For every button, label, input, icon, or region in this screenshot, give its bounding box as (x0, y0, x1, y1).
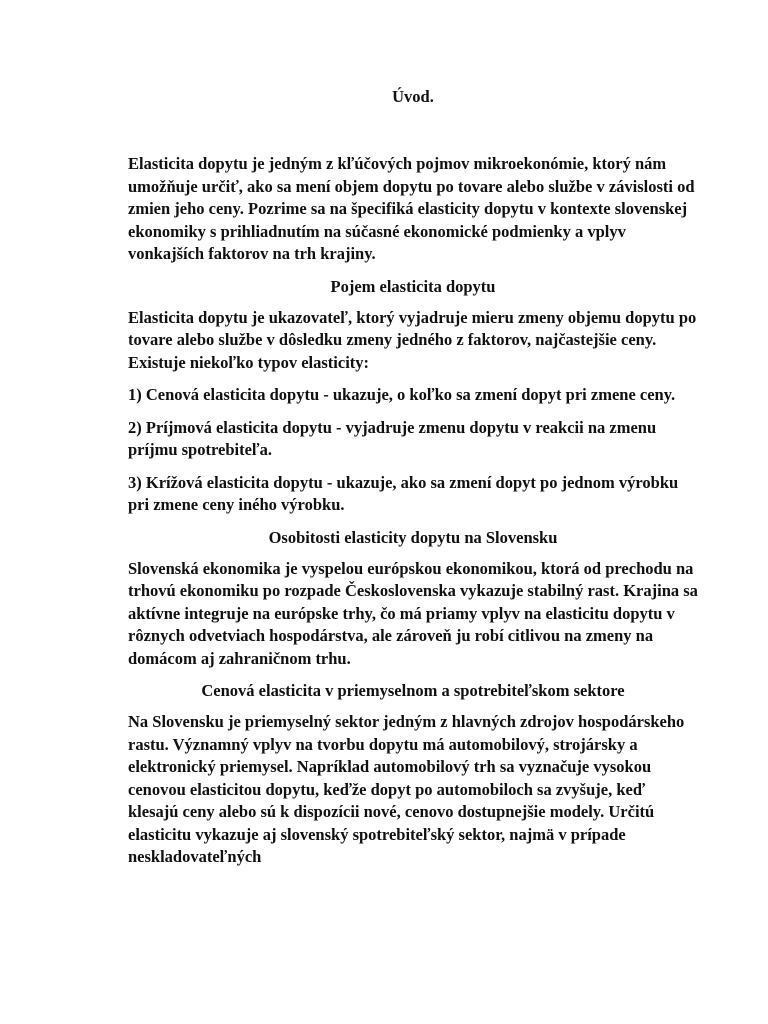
sectors-paragraph: Na Slovensku je priemyselný sektor jedným z hlavných zdrojov hospodárskeho rastu. Významný vplyv na tvorbu dopytu má automobilový, strojársky a elektronický priemysel. Napríklad automobilový trh sa vyznačuje vysokou cenovou elasticitou dopytu, keďže dopyt po automobiloch sa zvyšuje, keď klesajú ceny alebo sú k dispozícii nové, cenovo dostupnejšie modely. Určitú elasticitu vykazuje aj slovenský spotrebiteľský sektor, najmä v prípade neskladovateľných (128, 712, 685, 866)
document-title: Úvod. (392, 87, 434, 106)
list-item-income-elasticity: 2) Príjmová elasticita dopytu - vyjadruje zmenu dopytu v reakcii na zmenu príjmu spotrebiteľa. (128, 417, 657, 459)
section-heading-concept: Pojem elasticita dopytu (330, 276, 496, 296)
concept-paragraph: Elasticita dopytu je ukazovateľ, ktorý vyjadruje mieru zmeny objemu dopytu po tovare alebo službe v dôsledku zmeny jedného z faktorov, najčastejšie ceny. Existuje niekoľko typov elasticity: (128, 307, 697, 372)
section-heading-price-elasticity-sectors: Cenová elasticita v priemyselnom a spotrebiteľskom sektore (201, 681, 625, 700)
list-item-cross-elasticity: 3) Krížová elasticita dopytu - ukazuje, ako sa zmení dopyt po jednom výrobku pri zmene ceny iného výrobku. (128, 472, 679, 514)
intro-paragraph: Elasticita dopytu je jedným z kľúčových pojmov mikroekonómie, ktorý nám umožňuje určiť, ako sa mení objem dopytu po tovare alebo službe v závislosti od zmien jeho ceny. Pozrime sa na špecifiká elasticity dopytu v kontexte slovenskej ekonomiky s prihliadnutím na súčasné ekonomické podmienky a vplyv vonkajších faktorov na trh krajiny. (128, 154, 695, 263)
list-item-price-elasticity: 1) Cenová elasticita dopytu - ukazuje, o koľko sa zmení dopyt pri zmene ceny. (128, 385, 676, 404)
slovakia-paragraph: Slovenská ekonomika je vyspelou európskou ekonomikou, ktorá od prechodu na trhovú ekonomiku po rozpade Československa vykazuje stabilný rast. Krajina sa aktívne integruje na európske trhy, čo má priamy vplyv na elasticitu dopytu v rôznych odvetviach hospodárstva, ale zároveň ju robí citlivou na zmeny na domácom aj zahraničnom trhu. (128, 558, 698, 668)
section-heading-slovakia: Osobitosti elasticity dopytu na Slovensku (268, 527, 558, 547)
document-body (128, 86, 698, 879)
